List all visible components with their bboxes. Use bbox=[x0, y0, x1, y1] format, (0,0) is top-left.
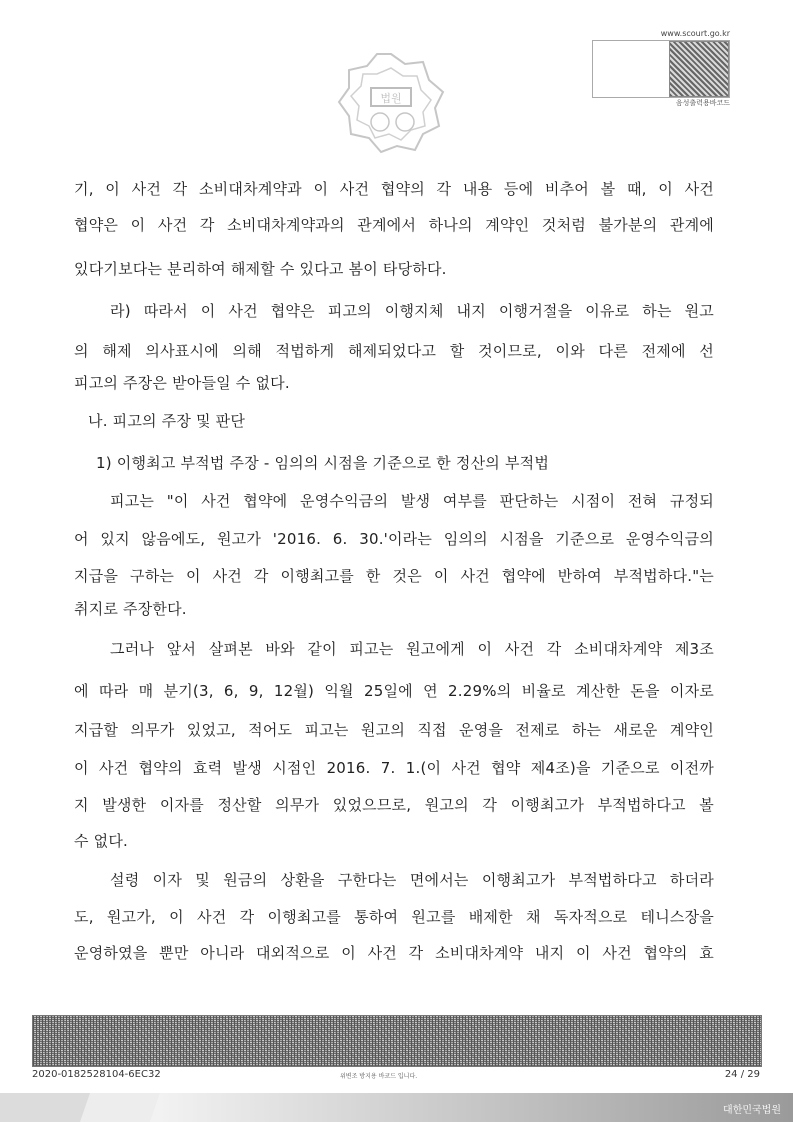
body-line: 기, 이 사건 각 소비대차계약과 이 사건 협약의 각 내용 등에 비추어 볼 때, 이 사건 bbox=[74, 180, 714, 198]
barcode-note: 위변조 방지용 바코드 입니다. bbox=[340, 1073, 418, 1080]
body-line: 설령 이자 및 원금의 상환을 구한다는 면에서는 이행최고가 부적법하다고 하더라 bbox=[110, 871, 714, 889]
body-line: 에 따라 매 분기(3, 6, 9, 12월) 익월 25일에 연 2.29%의 비율로 계산한 돈을 이자로 bbox=[74, 682, 714, 700]
subsection-heading: 1) 이행최고 부적법 주장 - 임의의 시점을 기준으로 한 정산의 부적법 bbox=[96, 454, 550, 472]
body-line: 어 있지 않음에도, 원고가 '2016. 6. 30.'이라는 임의의 시점을 기준으로 운영수익금의 bbox=[74, 530, 714, 548]
qr-code bbox=[669, 41, 729, 97]
body-line: 이 사건 협약의 효력 발생 시점인 2016. 7. 1.(이 사건 협약 제4조)을 기준으로 이전까 bbox=[74, 759, 714, 777]
document-id: 2020-0182528104-6EC32 bbox=[32, 1069, 161, 1080]
anti-forgery-barcode bbox=[32, 1015, 762, 1067]
court-seal-watermark bbox=[335, 50, 447, 155]
body-line: 취지로 주장한다. bbox=[74, 600, 187, 618]
body-line: 라) 따라서 이 사건 협약은 피고의 이행지체 내지 이행거절을 이유로 하는 원고 bbox=[110, 302, 714, 320]
body-line: 그러나 앞서 살펴본 바와 같이 피고는 원고에게 이 사건 각 소비대차계약 제3조 bbox=[110, 640, 714, 658]
court-name: 대한민국법원 bbox=[723, 1105, 781, 1116]
body-line: 수 없다. bbox=[74, 832, 129, 850]
site-url: www.scourt.go.kr bbox=[660, 29, 730, 38]
body-line: 의 해제 의사표시에 의해 적법하게 해제되었다고 할 것이므로, 이와 다른 전제에 선 bbox=[74, 342, 714, 360]
barcode-caption: 음성출력용바코드 bbox=[675, 99, 730, 107]
section-heading: 나. 피고의 주장 및 판단 bbox=[88, 412, 246, 430]
page-number: 24 / 29 bbox=[724, 1069, 760, 1080]
body-line: 피고는 "이 사건 협약에 운영수익금의 발생 여부를 판단하는 시점이 전혀 규정되 bbox=[110, 492, 714, 510]
body-line: 지 발생한 이자를 정산할 의무가 있었으므로, 원고의 각 이행최고가 부적법하다고 볼 bbox=[74, 796, 714, 814]
body-line: 운영하였을 뿐만 아니라 대외적으로 이 사건 각 소비대차계약 내지 이 사건 협약의 효 bbox=[74, 944, 714, 962]
body-line: 협약은 이 사건 각 소비대차계약과의 관계에서 하나의 계약인 것처럼 불가분의 관계에 bbox=[74, 216, 714, 234]
body-line: 피고의 주장은 받아들일 수 없다. bbox=[74, 374, 290, 392]
body-line: 지급할 의무가 있었고, 적어도 피고는 원고의 직접 운영을 전제로 하는 새로운 계약인 bbox=[74, 721, 714, 739]
body-line: 있다기보다는 분리하여 해제할 수 있다고 봄이 타당하다. bbox=[74, 260, 447, 278]
seal-text: 법원 bbox=[380, 92, 402, 105]
body-line: 지급을 구하는 이 사건 각 이행최고를 한 것은 이 사건 협약에 반하여 부적법하다."는 bbox=[74, 567, 714, 585]
body-line: 도, 원고가, 이 사건 각 이행최고를 통하여 원고를 배제한 채 독자적으로 테니스장을 bbox=[74, 908, 714, 926]
footer-band-accent bbox=[0, 1093, 793, 1122]
